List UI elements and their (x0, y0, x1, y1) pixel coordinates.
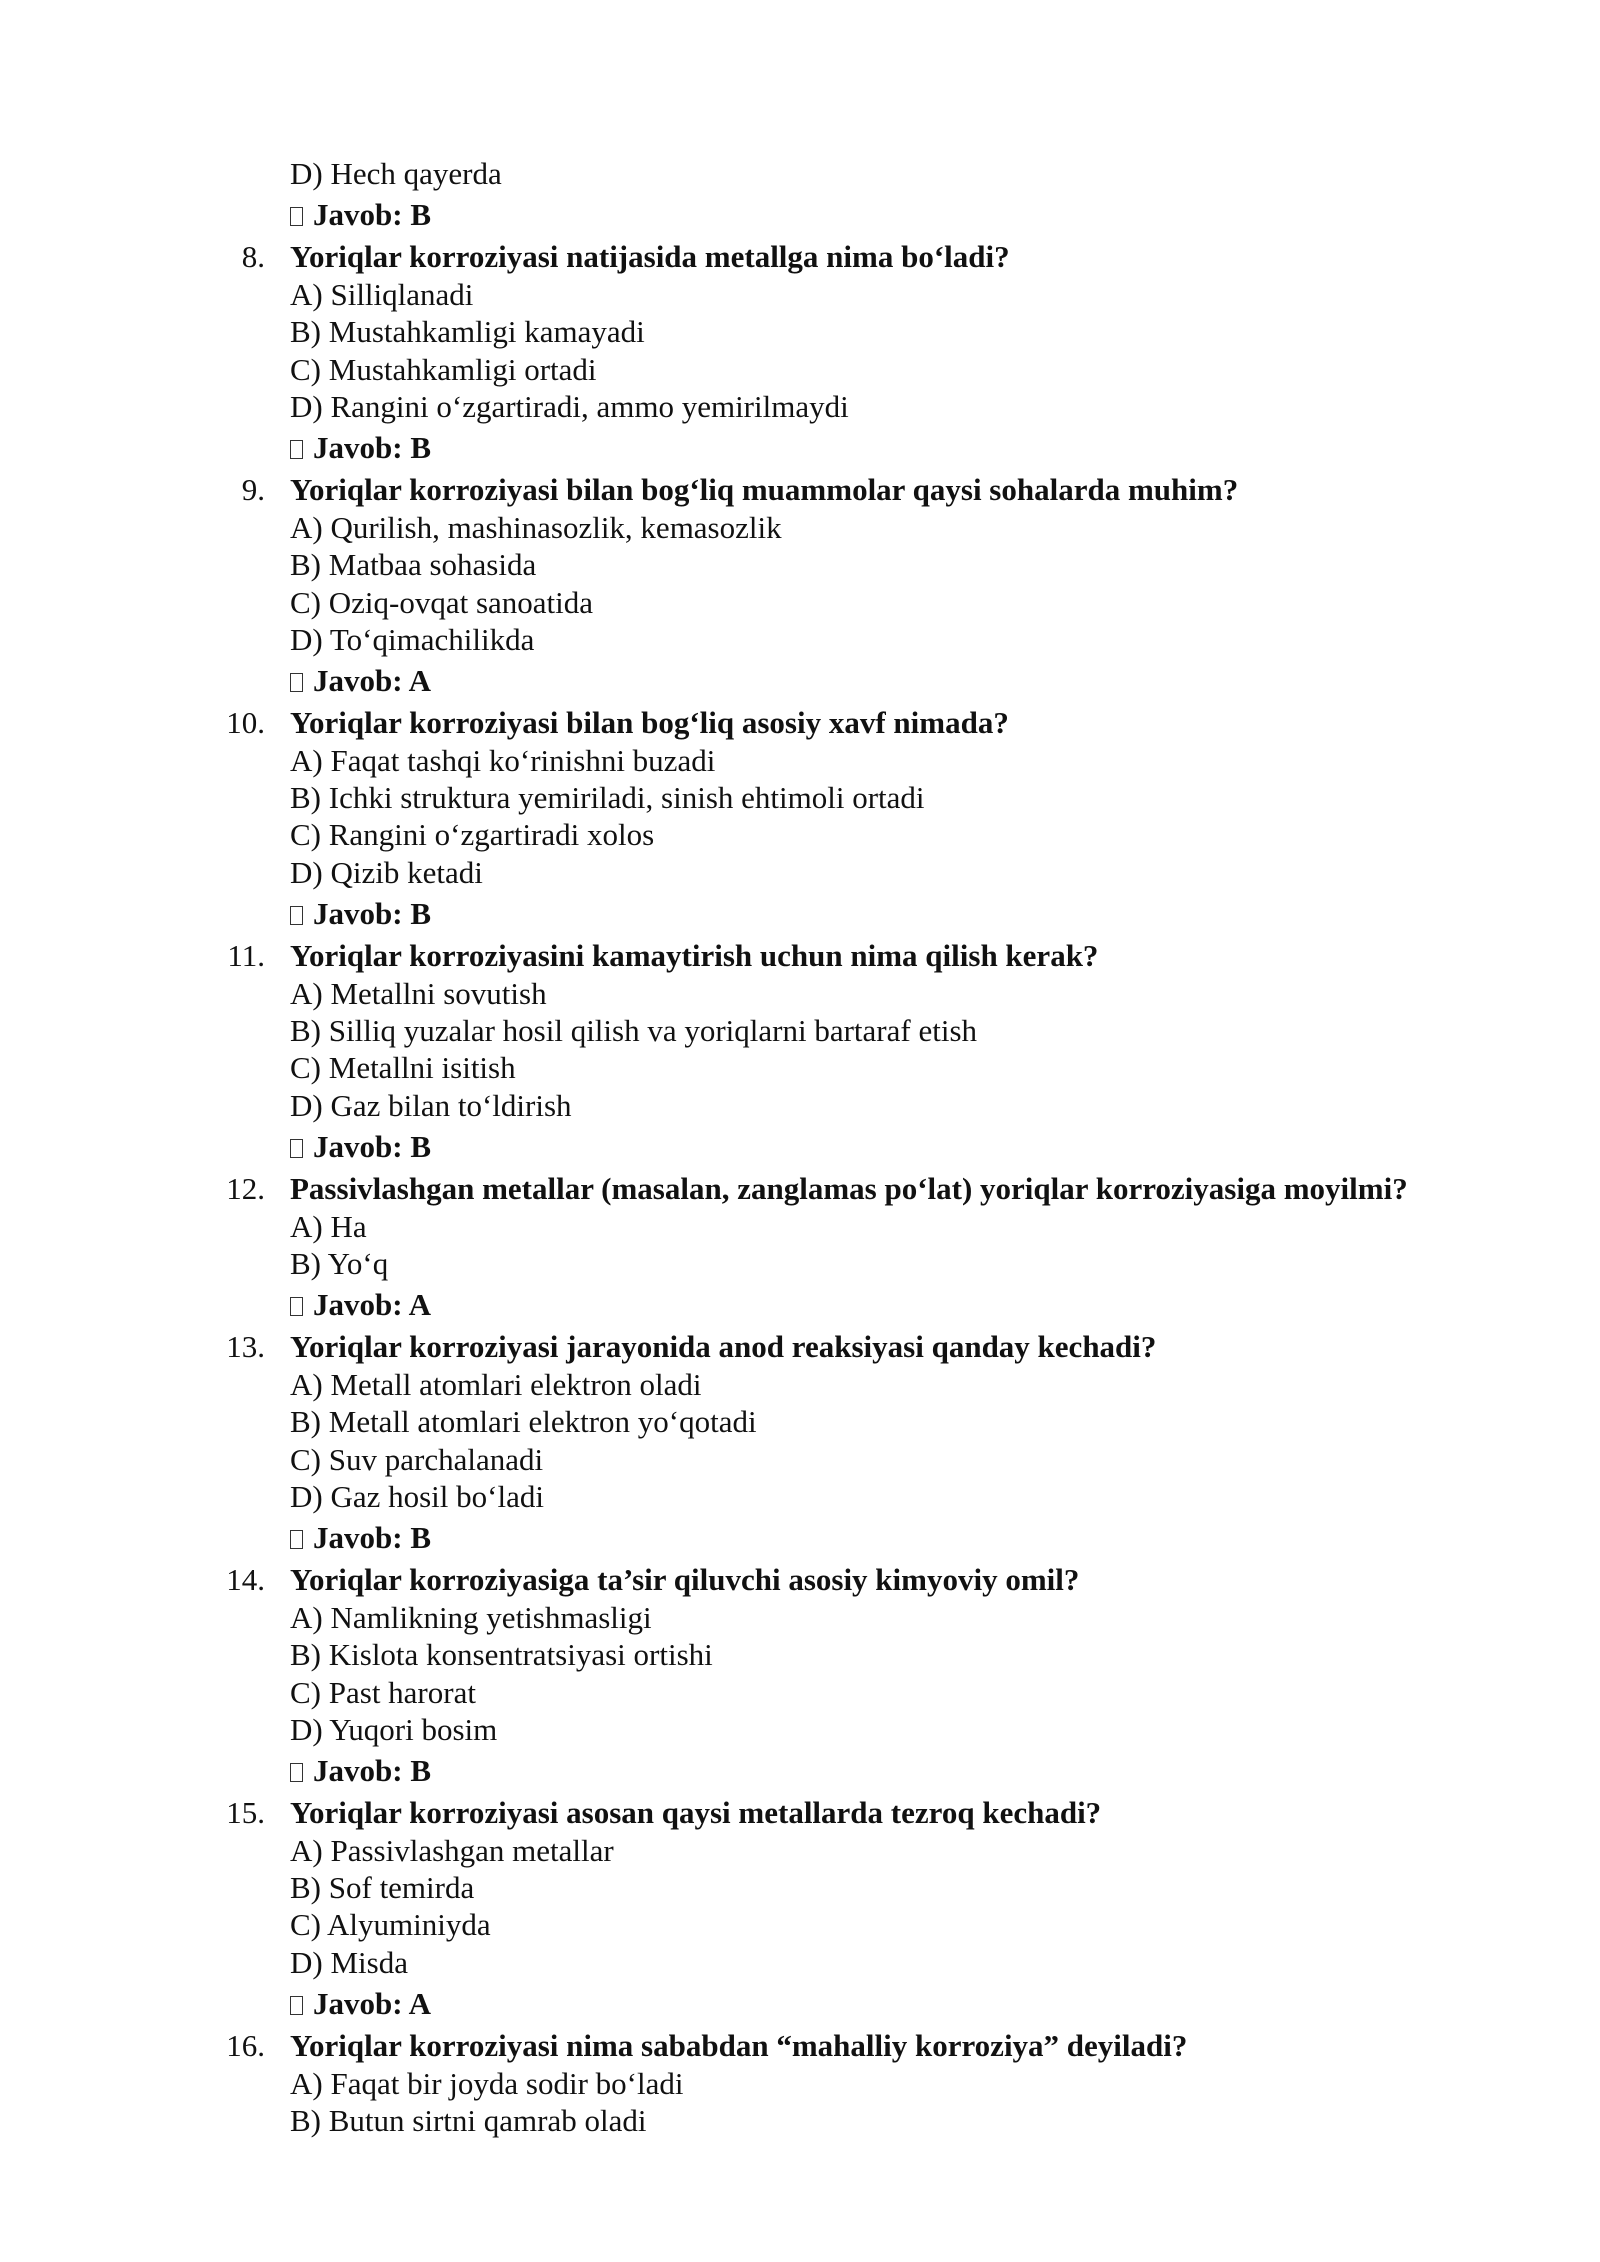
question-text: Passivlashgan metallar (masalan, zanglamas po‘lat) yoriqlar korroziyasiga moyilmi? (290, 1171, 1408, 1207)
question-number: 12. (226, 1171, 265, 1207)
answer-text: Javob: B (313, 430, 431, 466)
question-text: Yoriqlar korroziyasi nima sababdan “mahalliy korroziya” deyiladi? (290, 2028, 1188, 2064)
option-line: B) Yo‘q (290, 1245, 389, 1281)
option-line: C) Suv parchalanadi (290, 1441, 544, 1477)
answer-text: Javob: A (313, 1986, 431, 2022)
question-line (0, 1170, 1600, 1207)
question-line (0, 1328, 1600, 1365)
checkbox-icon (290, 1530, 303, 1549)
option-line: C) Oziq-ovqat sanoatida (290, 584, 594, 620)
option-line: D) Gaz hosil bo‘ladi (290, 1478, 544, 1514)
question-text: Yoriqlar korroziyasini kamaytirish uchun nima qilish kerak? (290, 938, 1099, 974)
question-text: Yoriqlar korroziyasi jarayonida anod reaksiyasi qanday kechadi? (290, 1329, 1157, 1365)
option-line: B) Ichki struktura yemiriladi, sinish ehtimoli ortadi (290, 780, 925, 816)
option-line: B) Butun sirtni qamrab oladi (290, 2103, 647, 2139)
question-text: Yoriqlar korroziyasi asosan qaysi metallarda tezroq kechadi? (290, 1795, 1102, 1831)
answer-line (0, 658, 1600, 704)
option-line: B) Kislota konsentratsiyasi ortishi (290, 1637, 713, 1673)
question-line (0, 2027, 1600, 2064)
checkbox-icon (290, 1297, 303, 1316)
question-number: 8. (241, 239, 265, 275)
document-page (0, 155, 1600, 2139)
answer-line (0, 425, 1600, 471)
question-number: 11. (227, 938, 265, 974)
answer-text: Javob: B (313, 896, 431, 932)
option-line: A) Qurilish, mashinasozlik, kemasozlik (290, 509, 782, 545)
checkbox-icon (290, 1139, 303, 1158)
question-line (0, 238, 1600, 275)
question-text: Yoriqlar korroziyasiga ta’sir qiluvchi asosiy kimyoviy omil? (290, 1562, 1080, 1598)
question-number: 16. (226, 2028, 265, 2064)
option-line: D) Qizib ketadi (290, 854, 483, 890)
option-line: C) Past harorat (290, 1674, 476, 1710)
option-line: C) Alyuminiyda (290, 1907, 491, 1943)
question-number: 13. (226, 1329, 265, 1365)
option-line: D) Gaz bilan to‘ldirish (290, 1087, 572, 1123)
question-line (0, 704, 1600, 741)
option-line: D) Rangini o‘zgartiradi, ammo yemirilmaydi (290, 388, 849, 424)
checkbox-icon (290, 906, 303, 925)
answer-line (0, 891, 1600, 937)
answer-text: Javob: B (313, 1520, 431, 1556)
option-line: A) Faqat tashqi ko‘rinishni buzadi (290, 742, 716, 778)
checkbox-icon (290, 1996, 303, 2015)
question-line (0, 471, 1600, 508)
option-line: A) Namlikning yetishmasligi (290, 1599, 652, 1635)
option-line: C) Metallni isitish (290, 1050, 516, 1086)
answer-line (0, 1748, 1600, 1794)
option-line: D) Misda (290, 1944, 408, 1980)
option-line: D) To‘qimachilikda (290, 621, 535, 657)
option-line: D) Hech qayerda (290, 156, 502, 191)
question-text: Yoriqlar korroziyasi natijasida metallga nima bo‘ladi? (290, 239, 1010, 275)
checkbox-icon (290, 1763, 303, 1782)
checkbox-icon (290, 440, 303, 459)
answer-line (0, 1124, 1600, 1170)
answer-text: Javob: A (313, 663, 431, 699)
question-number: 15. (226, 1795, 265, 1831)
question-text: Yoriqlar korroziyasi bilan bog‘liq asosiy xavf nimada? (290, 705, 1009, 741)
question-number: 9. (241, 472, 265, 508)
answer-text: Javob: A (313, 1287, 431, 1323)
answer-text: Javob: B (313, 197, 431, 233)
answer-line (0, 192, 1600, 238)
option-line: D) Yuqori bosim (290, 1711, 498, 1747)
option-line: B) Matbaa sohasida (290, 547, 537, 583)
option-line: A) Passivlashgan metallar (290, 1832, 614, 1868)
answer-line (0, 1515, 1600, 1561)
option-line: A) Faqat bir joyda sodir bo‘ladi (290, 2065, 684, 2101)
question-line (0, 937, 1600, 974)
option-line: C) Rangini o‘zgartiradi xolos (290, 817, 655, 853)
option-line: B) Silliq yuzalar hosil qilish va yoriqlarni bartaraf etish (290, 1013, 978, 1049)
answer-line (0, 1282, 1600, 1328)
option-line: A) Silliqlanadi (290, 276, 474, 312)
question-line (0, 1561, 1600, 1598)
checkbox-icon (290, 207, 303, 226)
answer-line (0, 1981, 1600, 2027)
question-line (0, 1794, 1600, 1831)
option-line: B) Sof temirda (290, 1870, 475, 1906)
option-line: C) Mustahkamligi ortadi (290, 351, 597, 387)
answer-text: Javob: B (313, 1753, 431, 1789)
question-number: 10. (226, 705, 265, 741)
option-line: A) Metallni sovutish (290, 975, 547, 1011)
option-line: B) Mustahkamligi kamayadi (290, 314, 645, 350)
question-number: 14. (226, 1562, 265, 1598)
answer-text: Javob: B (313, 1129, 431, 1165)
checkbox-icon (290, 673, 303, 692)
option-line: A) Ha (290, 1208, 367, 1244)
option-line: B) Metall atomlari elektron yo‘qotadi (290, 1404, 757, 1440)
question-text: Yoriqlar korroziyasi bilan bog‘liq muammolar qaysi sohalarda muhim? (290, 472, 1239, 508)
option-line: A) Metall atomlari elektron oladi (290, 1366, 702, 1402)
